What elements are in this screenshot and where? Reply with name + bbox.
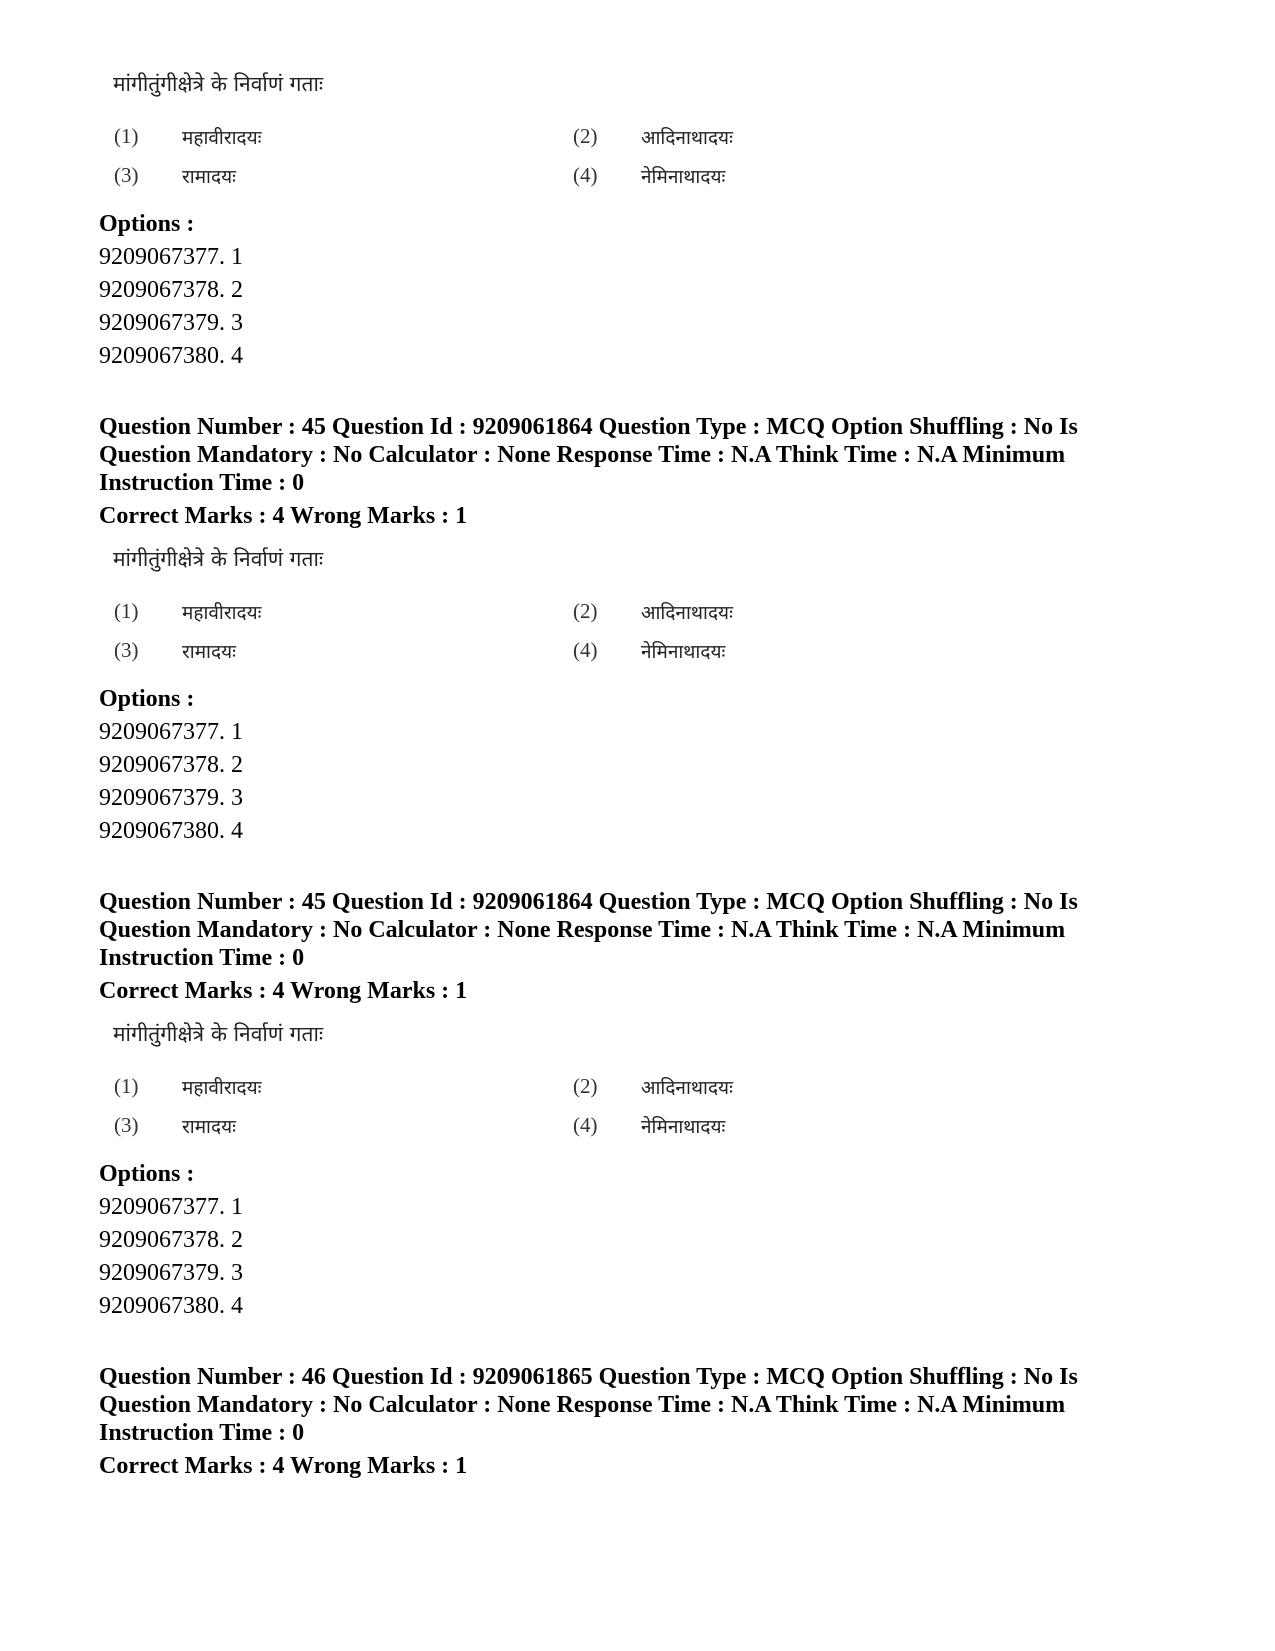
question-header: Question Number : 45 Question Id : 9209061864 Question Type : MCQ Option Shuffling : No Is Question Mandatory : No Calculator : None Response Time : N.A Think Time : N.A Minimum Instruction Time : 0 bbox=[99, 414, 1078, 496]
question-image: मांगीतुंगीक्षेत्रे के निर्वाणं गताः (1) महावीरादयः (2) आदिनाथादयः (3) रामादयः (4) नेमिनाथादयः bbox=[113, 72, 733, 188]
option-line: 9209067379. 3 bbox=[99, 310, 243, 336]
option-line: 9209067380. 4 bbox=[99, 818, 243, 844]
question-text: मांगीतुंगीक्षेत्रे के निर्वाणं गताः bbox=[113, 72, 324, 96]
options-label: Options : bbox=[99, 686, 195, 712]
options-list bbox=[99, 208, 243, 373]
question-image: मांगीतुंगीक्षेत्रे के निर्वाणं गताः (1) महावीरादयः (2) आदिनाथादयः (3) रामादयः (4) नेमिनाथादयः bbox=[113, 1022, 733, 1138]
question-meta bbox=[99, 1363, 1159, 1480]
option-line: 9209067377. 1 bbox=[99, 1194, 243, 1220]
question-header: Question Number : 46 Question Id : 9209061865 Question Type : MCQ Option Shuffling : No Is Question Mandatory : No Calculator : None Response Time : N.A Think Time : N.A Minimum Instruction Time : 0 bbox=[99, 1364, 1078, 1446]
options-label: Options : bbox=[99, 211, 195, 237]
option-line: 9209067377. 1 bbox=[99, 244, 243, 270]
question-marks: Correct Marks : 4 Wrong Marks : 1 bbox=[99, 503, 468, 529]
options-list bbox=[99, 1158, 243, 1323]
option-line: 9209067378. 2 bbox=[99, 752, 243, 778]
question-text: मांगीतुंगीक्षेत्रे के निर्वाणं गताः bbox=[113, 547, 324, 571]
question-image: मांगीतुंगीक्षेत्रे के निर्वाणं गताः (1) महावीरादयः (2) आदिनाथादयः (3) रामादयः (4) नेमिनाथादयः bbox=[113, 547, 733, 663]
option-line: 9209067380. 4 bbox=[99, 1293, 243, 1319]
options-list bbox=[99, 683, 243, 848]
question-text: मांगीतुंगीक्षेत्रे के निर्वाणं गताः bbox=[113, 1022, 324, 1046]
question-marks: Correct Marks : 4 Wrong Marks : 1 bbox=[99, 978, 468, 1004]
option-line: 9209067378. 2 bbox=[99, 277, 243, 303]
question-header: Question Number : 45 Question Id : 9209061864 Question Type : MCQ Option Shuffling : No Is Question Mandatory : No Calculator : None Response Time : N.A Think Time : N.A Minimum Instruction Time : 0 bbox=[99, 889, 1078, 971]
question-meta bbox=[99, 888, 1159, 1005]
question-meta bbox=[99, 413, 1159, 530]
option-line: 9209067379. 3 bbox=[99, 1260, 243, 1286]
option-line: 9209067380. 4 bbox=[99, 343, 243, 369]
question-marks: Correct Marks : 4 Wrong Marks : 1 bbox=[99, 1453, 468, 1479]
option-line: 9209067377. 1 bbox=[99, 719, 243, 745]
option-line: 9209067378. 2 bbox=[99, 1227, 243, 1253]
options-label: Options : bbox=[99, 1161, 195, 1187]
option-line: 9209067379. 3 bbox=[99, 785, 243, 811]
